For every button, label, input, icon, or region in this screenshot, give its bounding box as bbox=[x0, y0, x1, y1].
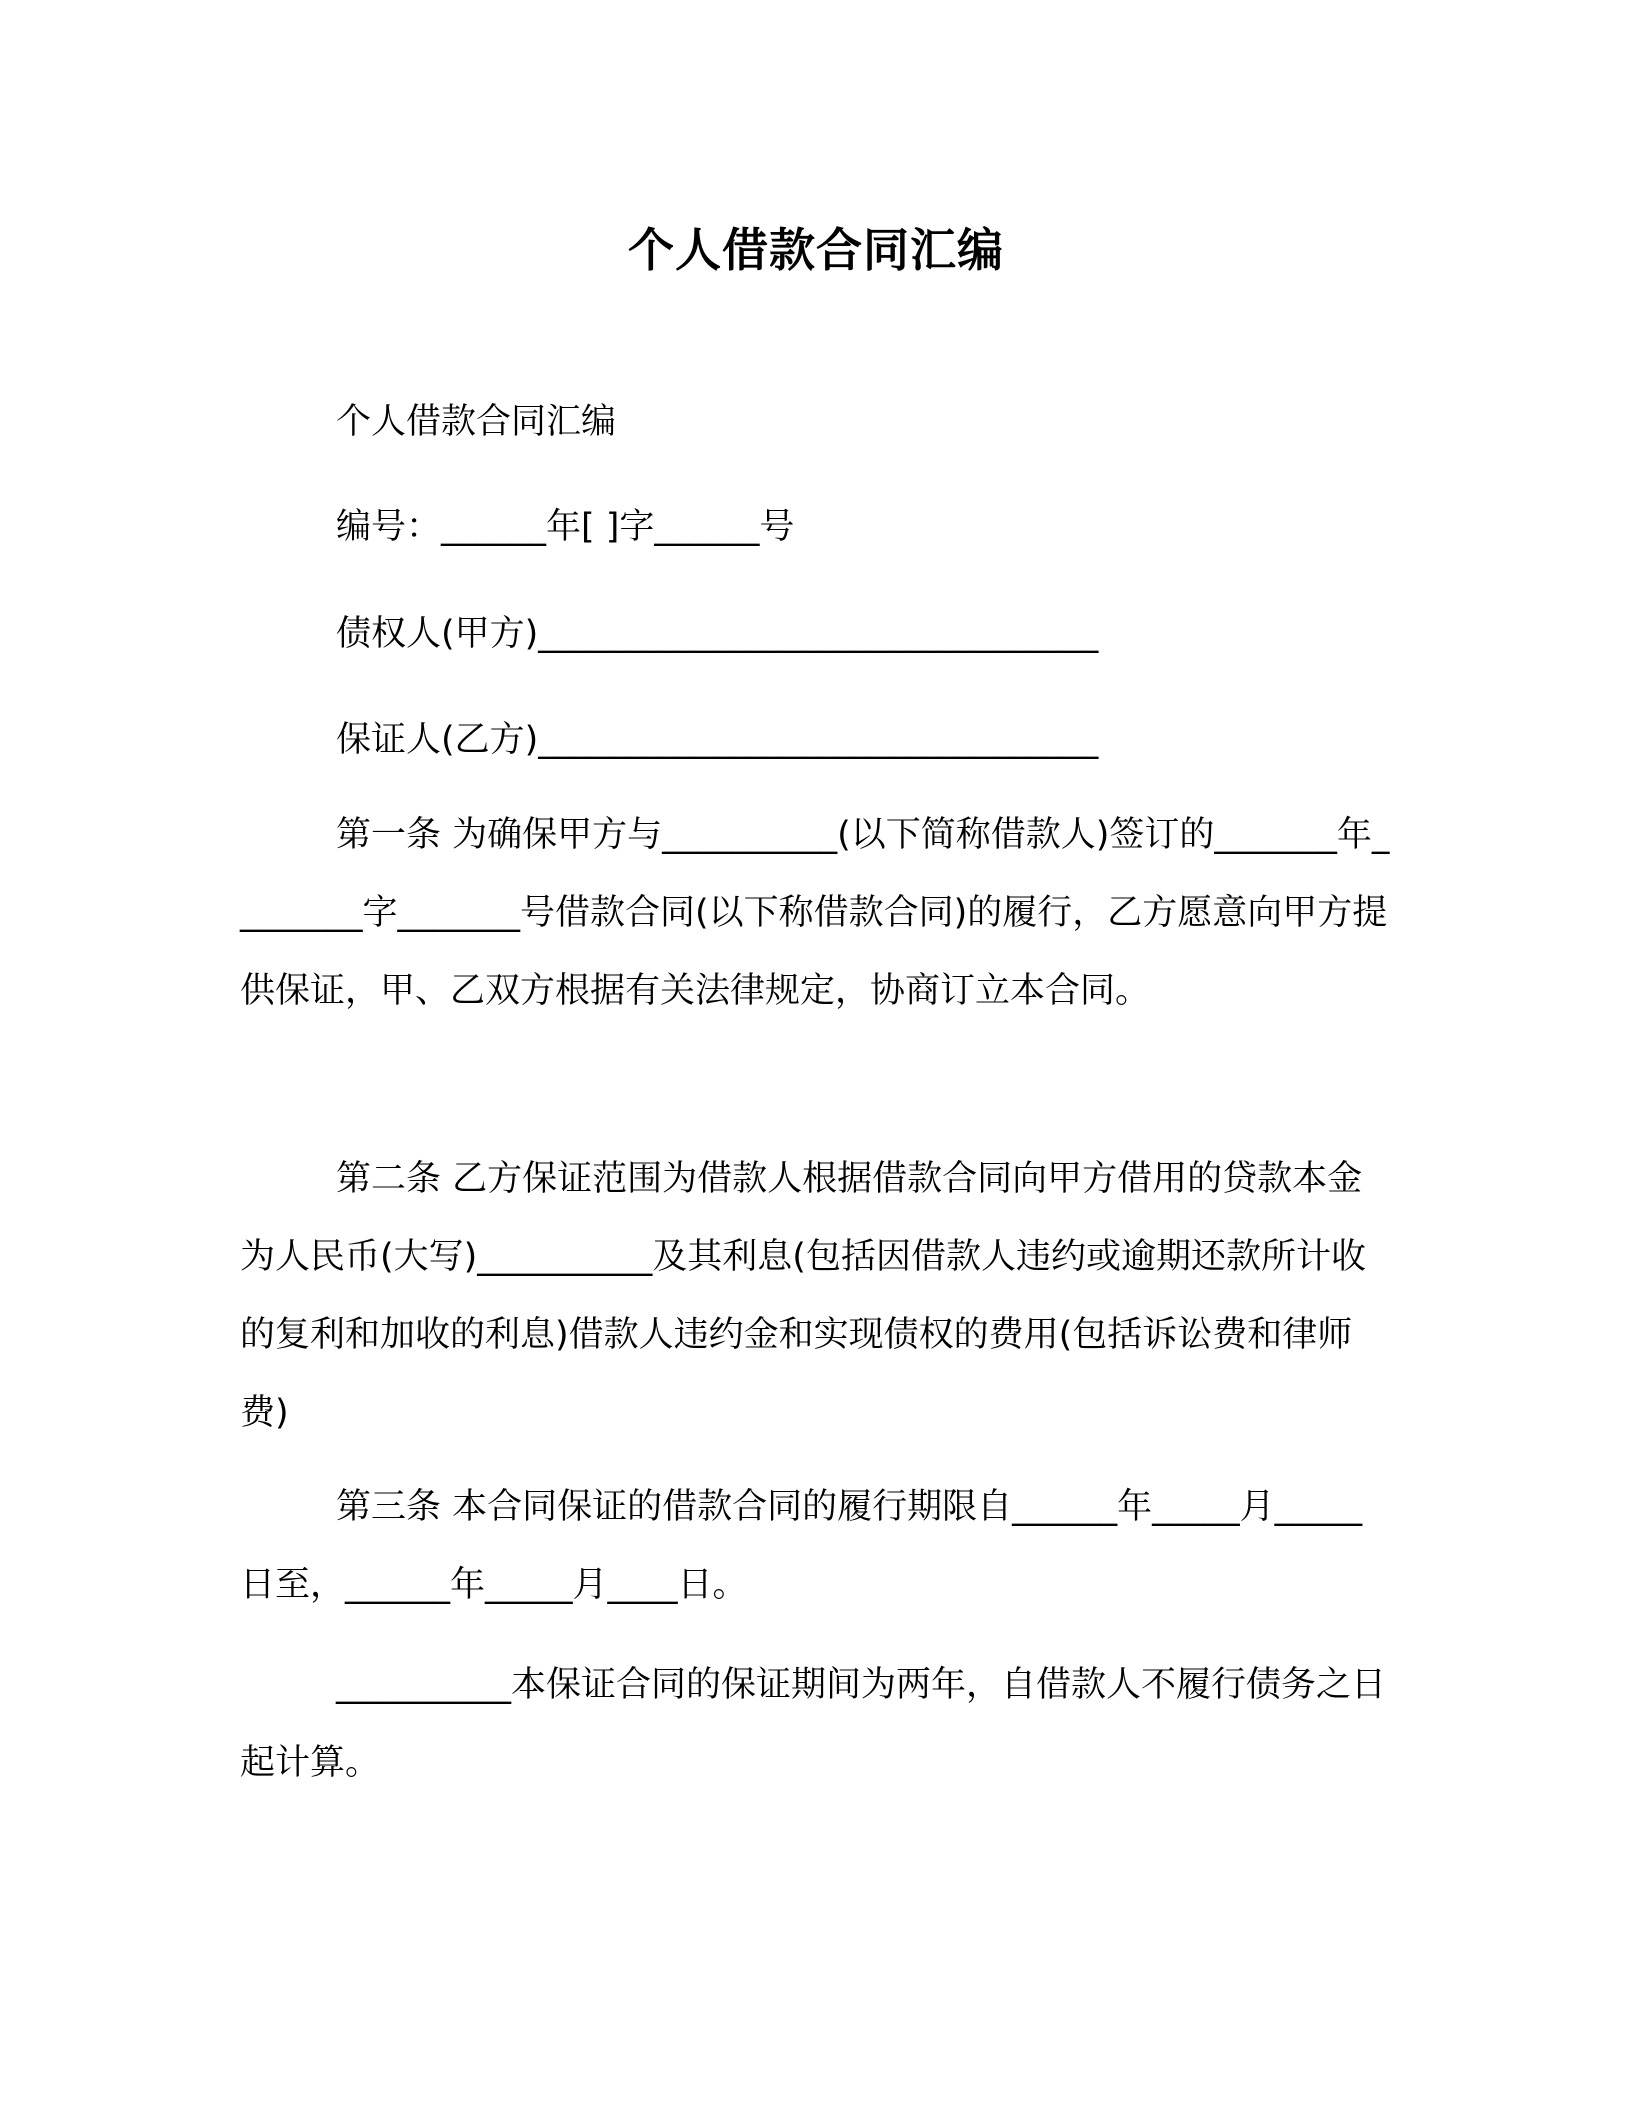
contract-number-line: 编号：______年[ ]字______号 bbox=[336, 507, 795, 547]
article-1-paragraph: 第一条 为确保甲方与__________(以下简称借款人)签订的_______年________字_______号借款合同(以下称借款合同)的履行，乙方愿意向甲方提供保证，甲、乙双方根据有关法律规定，协商订立本合同。 bbox=[240, 815, 1390, 1011]
article-3-paragraph: 第三条 本合同保证的借款合同的履行期限自______年_____月_____日至，______年_____月____日。 bbox=[240, 1487, 1363, 1605]
guarantor-line: 保证人(乙方)________________________________ bbox=[336, 720, 1099, 760]
document-subtitle: 个人借款合同汇编 bbox=[336, 402, 617, 442]
document-title: 个人借款合同汇编 bbox=[628, 223, 1004, 277]
article-2-paragraph: 第二条 乙方保证范围为借款人根据借款合同向甲方借用的贷款本金为人民币(大写)__________及其利息(包括因借款人违约或逾期还款所计收的复利和加收的利息)借款人违约金和实现债权的费用(包括诉讼费和律师费) bbox=[240, 1159, 1366, 1433]
article-4-paragraph: __________本保证合同的保证期间为两年，自借款人不履行债务之日起计算。 bbox=[240, 1665, 1387, 1783]
creditor-line: 债权人(甲方)________________________________ bbox=[336, 614, 1099, 654]
